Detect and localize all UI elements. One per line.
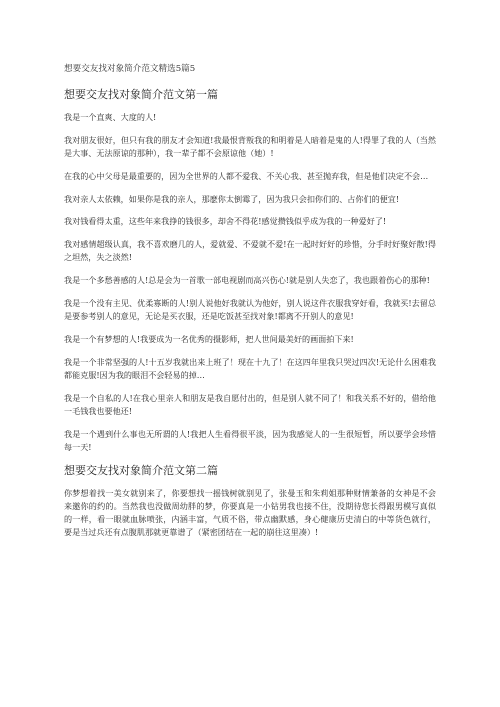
section-2: [64, 464, 436, 540]
paragraph: 我是一个非常坚强的人!十五岁我就出来上班了！现在十九了！在这四年里我只哭过四次!无论什么困难我都能克服!因为我的眼泪不会轻易的掉…: [64, 356, 436, 380]
paragraph: 我对感情超级认真，我不喜欢磨几的人，爱就爱、不爱就不爱!在一起时好好的珍惜，分手时好聚好散!得之坦然，失之淡然!: [64, 239, 436, 263]
section-1: [64, 88, 436, 454]
paragraph: 我对朋友很好，但只有我的朋友才会知道!我最恨背叛我的和明着是人暗着是鬼的人!得罪了我的人（当然是大事、无法原谅的那种），我一辈子都不会原谅他（她）!: [64, 134, 436, 158]
document-body: [64, 88, 436, 549]
paragraph: 我是一个多愁善感的人!总是会为一首歌一部电视剧而高兴伤心!就是别人失恋了，我也跟着伤心的那种!: [64, 275, 430, 286]
paragraph: 你梦想着找一美女就别来了，你要想找一摇钱树就别见了，张曼玉和朱莉姐那种财情兼备的女神是不会来邀你的约的。当然我也没做周幼胖的梦，你要真是一小钻男我也接不住，没期待您长得跟男模写真似的一样，看一眼就血脉喷张，内涵丰富，气质不俗，带点幽默感，身心健康历史清白的中等货色就行，要是当过兵还有点腹肌那就更靠谱了（紧密团结在一起的崩往这里凑）!: [64, 487, 436, 538]
section-heading: 想要交友找对象简介范文第一篇: [64, 88, 218, 101]
section-heading: 想要交友找对象简介范文第二篇: [64, 463, 218, 477]
paragraph: 我是一个遇到什么事也无所谓的人!我把人生看得很平淡，因为我感觉人的一生很短暂，所以要学会珍惜每一天!: [64, 428, 436, 452]
paragraph: 在我的心中父母是最重要的，因为全世界的人都不爱我、不关心我、甚至抛弃我，但是他们决定不会…: [64, 170, 429, 181]
paragraph: 我是一个直爽、大度的人!: [64, 112, 157, 122]
document-title: 想要交友找对象简介范文精选5篇5: [64, 64, 196, 74]
paragraph: 我对亲人太依赖，如果你是我的亲人，那麽你太倒霉了，因为我只会扣你们的、占你们的便宜!: [64, 193, 400, 204]
paragraph: 我是一个自私的人!在我心里亲人和朋友是我自愿付出的，但是别人就不同了！和我关系不好的，借给他一毛钱我也要他还!: [64, 392, 436, 416]
paragraph: 我是一个没有主见、优柔寡断的人!别人说他好我就认为他好，别人说这件衣服我穿好看，我就买!去留总是要参考别人的意见，无论是买衣服，还是吃饭甚至找对象!都离不开别人的意见!: [64, 297, 436, 322]
paragraph: 我对钱看得太重，这些年来我挣的钱很多，却舍不得花!感觉攒钱似乎成为我的一种爱好了!: [64, 216, 387, 227]
paragraph: 我是一个有梦想的人!我要成为一名优秀的摄影师，把人世间最美好的画面拍下来!: [64, 333, 354, 344]
